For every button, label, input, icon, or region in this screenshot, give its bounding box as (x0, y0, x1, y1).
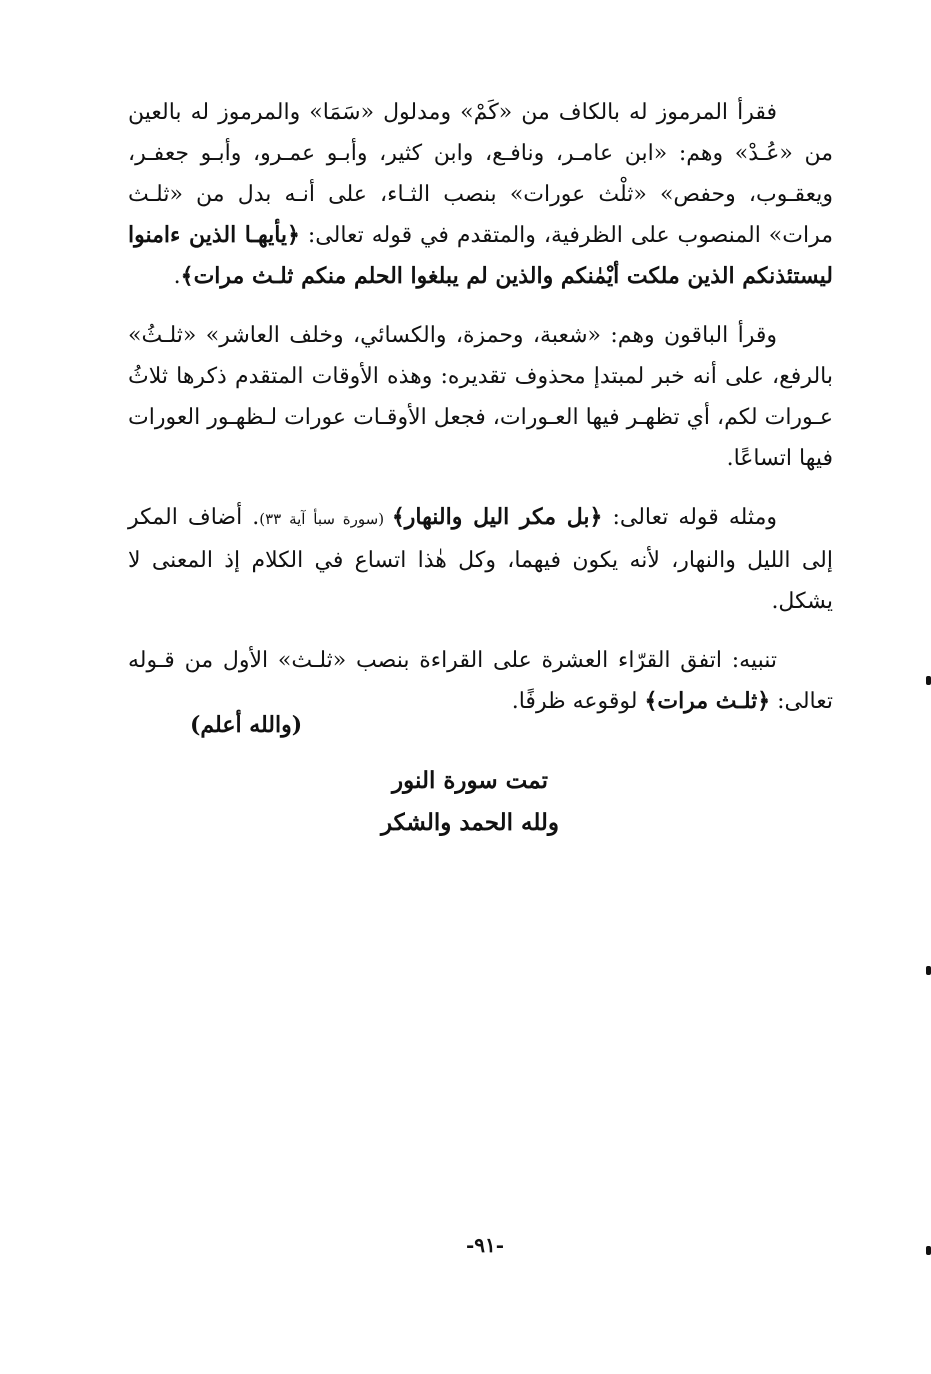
quran-verse: ﴿بل مكر اليل والنهار﴾ (391, 504, 603, 530)
text-segment: . (173, 264, 181, 289)
text-segment: . أضاف المكر إلى الليل والنهار، لأنه يكون فيهما، وكل هٰذا اتساع في الكلام إذ المعنى لا يشكل. (128, 505, 833, 614)
scan-edge-mark (926, 1246, 931, 1255)
text-segment: فقرأ المرموز له بالكاف من «كَمْ» ومدلول «سَمَا» والمرموز له بالعين من «عُـدْ» وهم: «ابن عامـر، ونافـع، وابن كثير، وأبـو عمـرو، وأبـو جعفـر، ويعقـوب، وحفص» «ثلْث عورات» بنصب الثـاء، على أنـه بدل من «ثلـث مرات» المنصوب على الظرفية، والمتقدم في قوله تعالى: (128, 100, 833, 248)
closing-note: (والله أعلم) (190, 712, 303, 738)
surah-end-line: تمت سورة النور (392, 767, 548, 794)
paragraph-example (128, 497, 833, 622)
paragraph-reading-nasb (128, 92, 833, 297)
text-segment: تنبيه: اتفق القرّاء العشرة على القراءة بنصب «ثلـث» الأول من قـوله تعالى: (128, 648, 833, 714)
praise-line: ولله الحمد والشكر (380, 809, 560, 836)
page-body (128, 92, 833, 740)
scan-edge-mark (926, 966, 931, 975)
verse-reference: (سورة سبأ آية ٣٣) (259, 510, 392, 528)
surah-end-block (320, 760, 620, 844)
page-number: -٩١- (465, 1233, 505, 1257)
quran-verse: ﴿ثلـث مرات﴾ (644, 688, 771, 714)
paragraph-note (128, 640, 833, 722)
scan-edge-mark (926, 676, 931, 685)
text-segment: لوقوعه ظرفًا. (511, 689, 645, 714)
text-segment: وقرأ الباقون وهم: «شعبة، وحمزة، والكسائي، وخلف العاشر» «ثلـثُ» بالرفع، على أنه خبر لمبتدإ محذوف تقديره: وهذه الأوقات المتقدم ذكرها ثلاثُ عـورات لكم، أي تظهـر فيها العـورات، فجعل الأوقـات عورات لـظهـور العورات فيها اتساعًا. (128, 323, 833, 471)
paragraph-reading-raf (128, 315, 833, 479)
text-segment: ومثله قوله تعالى: (602, 505, 777, 530)
quran-verse: ﴿يأيهـا الذين ءامنوا ليستئذنكم الذين ملكت أيْمٰنكم والذين لم يبلغوا الحلم منكم ثلـث مرات﴾ (128, 222, 833, 289)
